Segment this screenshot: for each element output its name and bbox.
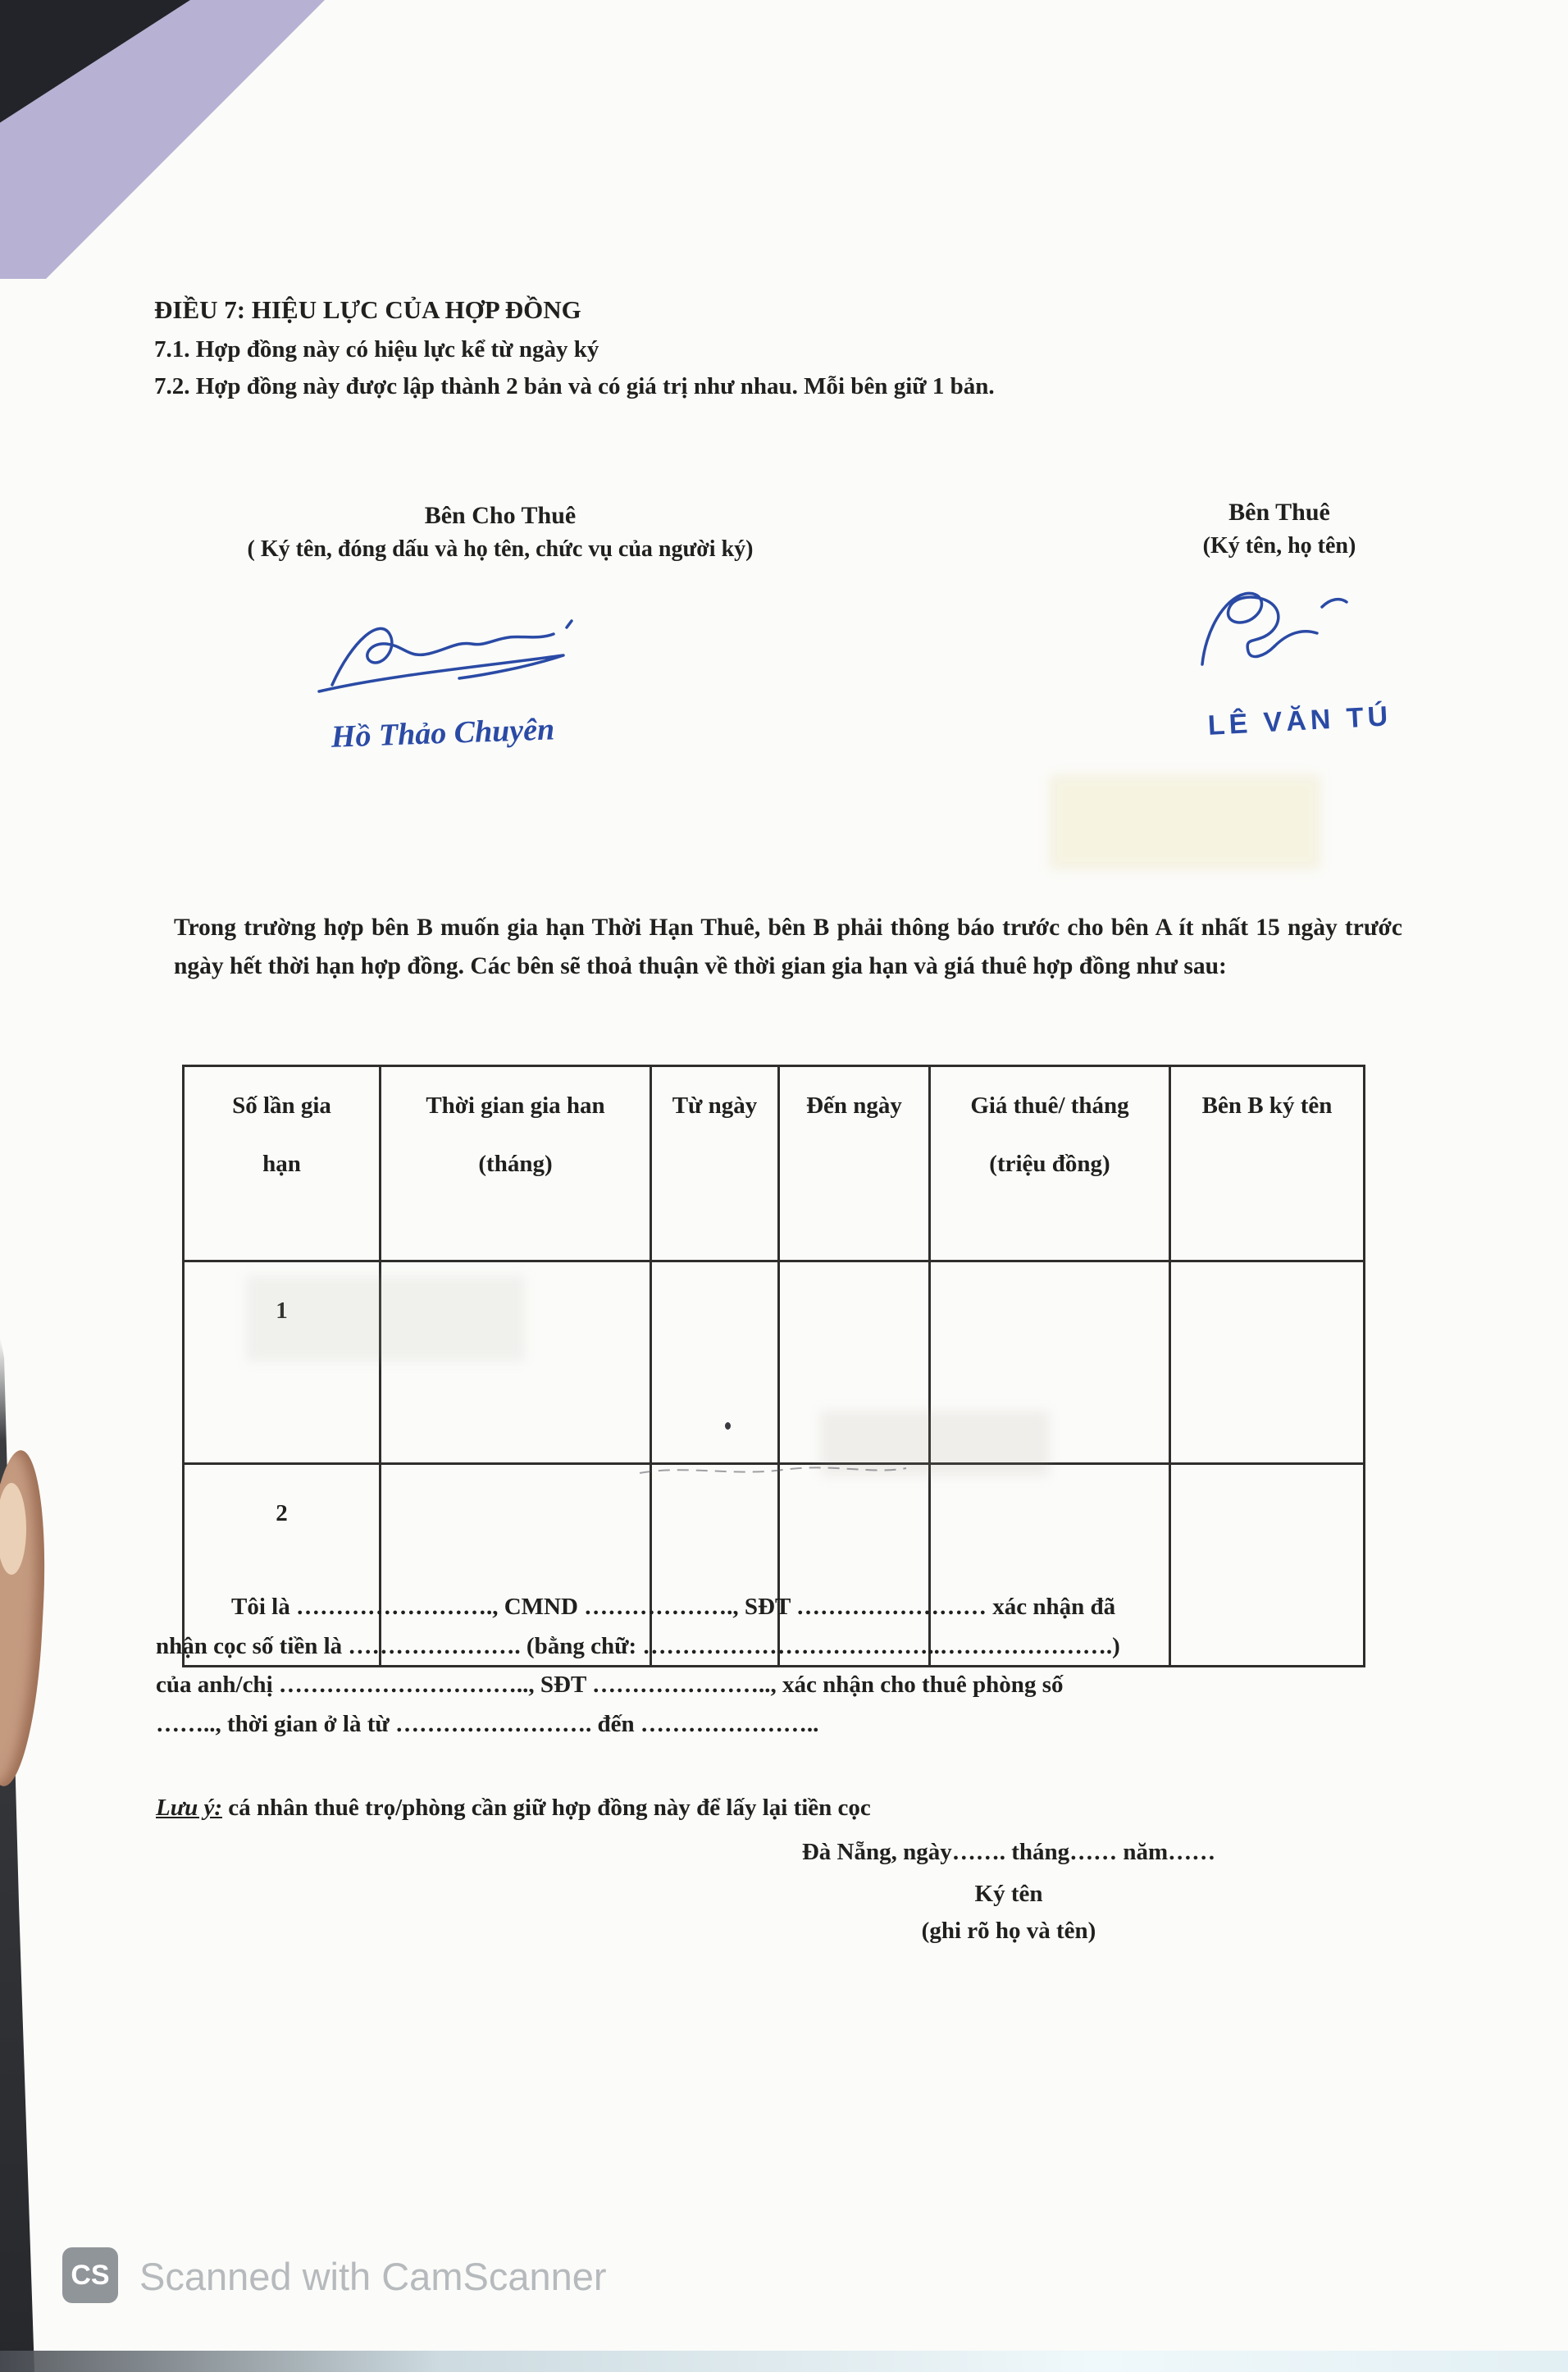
header-line: (tháng) xyxy=(478,1150,553,1177)
header-so-lan-gia-han xyxy=(184,1066,381,1261)
header-tu-ngay xyxy=(651,1066,779,1261)
lessee-subtitle: (Ký tên, họ tên) xyxy=(1202,533,1356,559)
deposit-line: nhận cọc số tiền là …………………. (bằng chữ: ………………………………..………………….) xyxy=(156,1632,1120,1659)
header-thoi-gian-gia-han xyxy=(381,1066,651,1261)
lessor-signed-name: Hồ Thảo Chuyên xyxy=(330,712,555,755)
camscanner-logo-icon: CS xyxy=(62,2247,118,2303)
header-line: Thời gian gia han xyxy=(426,1092,605,1119)
table-cell: 2 xyxy=(184,1464,381,1667)
date-line: Đà Nẵng, ngày……. tháng…… năm…… xyxy=(801,1839,1216,1865)
renewal-table-container xyxy=(182,1065,1365,1667)
header-gia-thue xyxy=(930,1066,1170,1261)
camscanner-watermark: Scanned with CamScanner xyxy=(139,2255,607,2298)
lessee-signature-ink xyxy=(1173,574,1386,705)
lessee-title: Bên Thuê xyxy=(1228,499,1330,526)
clause-7-1: 7.1. Hợp đồng này có hiệu lực kể từ ngày ký xyxy=(154,336,599,363)
table-cell xyxy=(1170,1261,1365,1464)
lessee-signature-block xyxy=(1099,499,1460,559)
ink-squiggle xyxy=(636,1458,914,1483)
sign-label: Ký tên xyxy=(974,1881,1043,1907)
note-label: Lưu ý: xyxy=(156,1795,222,1821)
header-line: Từ ngày xyxy=(672,1092,758,1119)
ink-dot xyxy=(725,1422,731,1430)
header-line: Bên B ký tên xyxy=(1201,1092,1333,1119)
header-line: Giá thuê/ tháng xyxy=(970,1092,1129,1119)
header-line: Số lần gia xyxy=(232,1092,331,1119)
lessor-title: Bên Cho Thuê xyxy=(424,502,577,529)
lessor-signature-ink xyxy=(308,603,586,718)
scan-smudge xyxy=(1050,775,1320,869)
deposit-line: …….., thời gian ở là từ ……………………. đến ………………….. xyxy=(156,1710,819,1737)
header-den-ngay xyxy=(779,1066,930,1261)
article-heading: ĐIỀU 7: HIỆU LỰC CỦA HỢP ĐỒNG xyxy=(154,295,581,324)
clause-7-2: 7.2. Hợp đồng này được lập thành 2 bản và có giá trị như nhau. Mỗi bên giữ 1 bản. xyxy=(154,373,995,399)
table-header-row xyxy=(184,1066,1365,1261)
renewal-table xyxy=(182,1065,1365,1667)
renewal-paragraph: Trong trường hợp bên B muốn gia hạn Thời Hạn Thuê, bên B phải thông báo trước cho bên A ít nhất 15 ngày trước ngày hết thời hạn hợp đồng. Các bên sẽ thoả thuận về thời gian gia hạn và giá thuê hợp đồng như sau: xyxy=(174,915,1402,979)
deposit-confirmation xyxy=(156,1588,1398,1744)
scan-smudge xyxy=(246,1275,525,1362)
header-line: Đến ngày xyxy=(806,1092,902,1119)
header-ben-b-ky-ten xyxy=(1170,1066,1365,1261)
note-line xyxy=(156,1795,871,1822)
deposit-line: của anh/chị ………………………….., SĐT ………………….., xác nhận cho thuê phòng số xyxy=(156,1672,1064,1698)
lessor-signature-block xyxy=(139,502,861,563)
note-text: cá nhân thuê trọ/phòng cần giữ hợp đồng này để lấy lại tiền cọc xyxy=(222,1795,871,1821)
scan-artifact-bottom-edge xyxy=(0,2351,1568,2372)
table-cell: 1 xyxy=(184,1261,381,1464)
header-line: (triệu đồng) xyxy=(989,1150,1110,1177)
lessor-subtitle: ( Ký tên, đóng dấu và họ tên, chức vụ của người ký) xyxy=(247,536,754,562)
date-sign-block xyxy=(689,1839,1329,1945)
deposit-line: Tôi là ……………………., CMND ………………., SĐT …………………… xác nhận đã xyxy=(231,1594,1116,1620)
sign-hint: (ghi rõ họ và tên) xyxy=(921,1918,1096,1944)
header-line: hạn xyxy=(262,1150,301,1177)
lessee-signed-name: LÊ VĂN TÚ xyxy=(1206,700,1393,741)
table-cell xyxy=(651,1261,779,1464)
